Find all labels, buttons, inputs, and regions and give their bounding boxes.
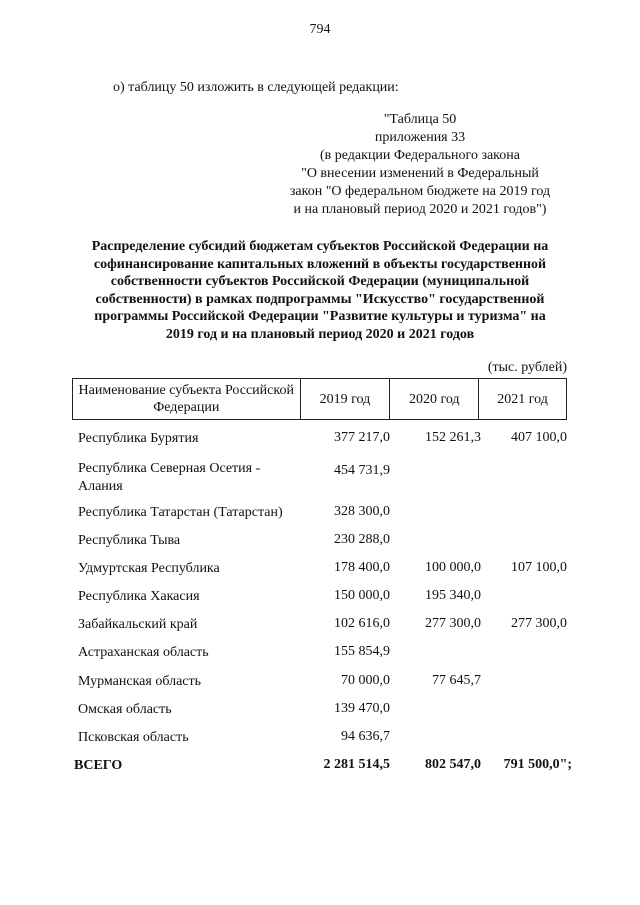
- title-line: собственности субъектов Российской Федерации (муниципальной: [110, 274, 530, 289]
- title-line: Распределение субсидий бюджетам субъектов Российской Федерации на: [91, 239, 549, 254]
- subject-name: Псковская область: [78, 730, 189, 745]
- subject-name: Республика Хакасия: [78, 589, 200, 604]
- title-line: софинансирование капитальных вложений в объекты государственной: [93, 256, 547, 272]
- value-2019: 102 616,0: [334, 616, 390, 631]
- subject-name: Республика Северная Осетия - Алания: [78, 461, 261, 494]
- value-2021: 277 300,0: [511, 616, 567, 631]
- annex-line: (в редакции Федерального закона: [320, 148, 520, 163]
- subject-name: Астраханская область: [78, 645, 209, 660]
- value-2019: 70 000,0: [341, 673, 390, 688]
- annex-line: "О внесении изменений в Федеральный: [301, 166, 539, 181]
- value-2020: 277 300,0: [425, 616, 481, 631]
- header-subject-name: Наименование субъекта Российской Федерации: [73, 379, 301, 420]
- total-2021: 791 500,0";: [503, 757, 572, 772]
- value-2021: 107 100,0: [511, 560, 567, 575]
- amendment-instruction: о) таблицу 50 изложить в следующей редакции:: [113, 80, 399, 95]
- table-header: [72, 378, 567, 420]
- subject-name: Республика Бурятия: [78, 431, 199, 446]
- value-2019: 328 300,0: [334, 504, 390, 519]
- total-2020: 802 547,0: [425, 757, 481, 772]
- total-label: ВСЕГО: [74, 758, 123, 773]
- subject-name: Забайкальский край: [78, 617, 198, 632]
- header-2021: 2021 год: [479, 379, 567, 420]
- subject-name: Мурманская область: [78, 674, 202, 689]
- title-line: программы Российской Федерации "Развитие культуры и туризма" на: [94, 309, 546, 324]
- page-number: 794: [309, 22, 331, 37]
- value-2019: 230 288,0: [334, 532, 390, 547]
- subject-name: Республика Тыва: [78, 533, 181, 548]
- value-2021: 407 100,0: [511, 430, 567, 445]
- units-note: (тыс. рублей): [487, 360, 567, 375]
- value-2019: 150 000,0: [334, 588, 390, 603]
- subject-name: Республика Татарстан (Татарстан): [78, 505, 283, 520]
- value-2020: 100 000,0: [425, 560, 481, 575]
- header-2019: 2019 год: [300, 379, 390, 420]
- title-line: 2019 год и на плановый период 2020 и 2021 годов: [165, 326, 475, 342]
- value-2020: 195 340,0: [425, 588, 481, 603]
- total-2019: 2 281 514,5: [323, 757, 390, 772]
- subject-name: Омская область: [78, 702, 172, 717]
- value-2019: 178 400,0: [334, 560, 390, 575]
- annex-line: и на плановый период 2020 и 2021 годов"): [293, 202, 547, 217]
- value-2019: 377 217,0: [334, 430, 390, 445]
- annex-line: закон "О федеральном бюджете на 2019 год: [289, 184, 551, 199]
- annex-line: приложения 33: [374, 130, 466, 145]
- value-2020: 77 645,7: [432, 673, 481, 688]
- annex-line: "Таблица 50: [383, 112, 457, 127]
- subject-name: Удмуртская Республика: [78, 561, 220, 576]
- value-2019: 139 470,0: [334, 701, 390, 716]
- value-2020: 152 261,3: [425, 430, 481, 445]
- title-line: собственности) в рамках подпрограммы "Искусство" государственной: [95, 291, 545, 307]
- value-2019: 454 731,9: [334, 463, 390, 478]
- value-2019: 94 636,7: [341, 729, 390, 744]
- value-2019: 155 854,9: [334, 644, 390, 659]
- header-2020: 2020 год: [390, 379, 479, 420]
- annex-reference: [270, 111, 570, 219]
- table-title: [70, 238, 570, 343]
